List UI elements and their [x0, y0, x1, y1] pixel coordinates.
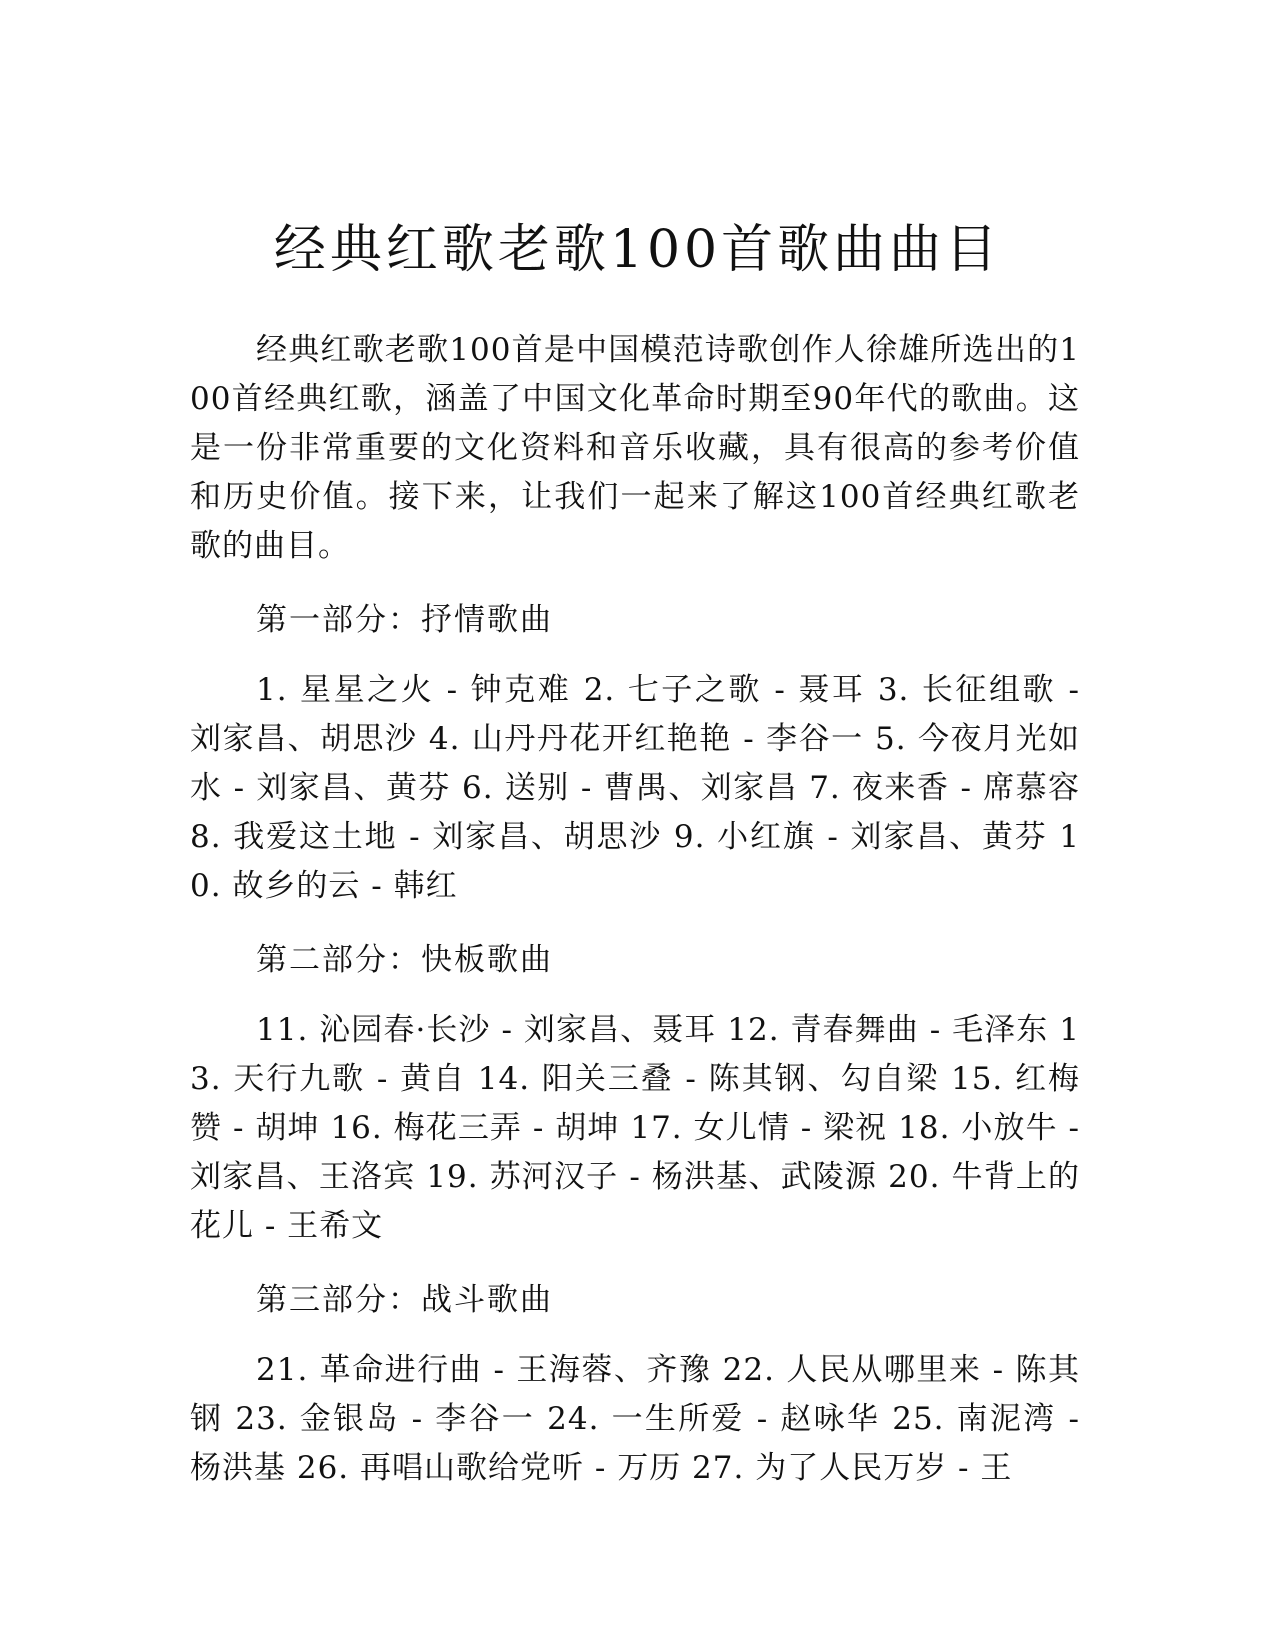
section-heading-lyrical: 第一部分：抒情歌曲	[256, 602, 553, 638]
section-heading-battle: 第三部分：战斗歌曲	[256, 1282, 553, 1318]
song-list-lyrical: 1. 星星之火 - 钟克难 2. 七子之歌 - 聂耳 3. 长征组歌 - 刘家昌、胡思沙 4. 山丹丹花开红艳艳 - 李谷一 5. 今夜月光如水 - 刘家昌、黄芬 6. 送别 - 曹禺、刘家昌 7. 夜来香 - 席慕容 8. 我爱这土地 - 刘家昌、胡思沙 9. 小红旗 - 刘家昌、黄芬 10. 故乡的云 - 韩红	[190, 672, 1080, 904]
section-heading-kuaiban: 第二部分：快板歌曲	[256, 942, 553, 978]
song-list-battle: 21. 革命进行曲 - 王海蓉、齐豫 22. 人民从哪里来 - 陈其钢 23. 金银岛 - 李谷一 24. 一生所爱 - 赵咏华 25. 南泥湾 - 杨洪基 26. 再唱山歌给党听 - 万历 27. 为了人民万岁 - 王	[190, 1352, 1080, 1486]
song-list-kuaiban: 11. 沁园春·长沙 - 刘家昌、聂耳 12. 青春舞曲 - 毛泽东 13. 天行九歌 - 黄自 14. 阳关三叠 - 陈其钢、勾自梁 15. 红梅赞 - 胡坤 16. 梅花三弄 - 胡坤 17. 女儿情 - 梁祝 18. 小放牛 - 刘家昌、王洛宾 19. 苏河汉子 - 杨洪基、武陵源 20. 牛背上的花儿 - 王希文	[190, 1012, 1080, 1244]
intro-paragraph: 经典红歌老歌100首是中国模范诗歌创作人徐雄所选出的100首经典红歌，涵盖了中国文化革命时期至90年代的歌曲。这是一份非常重要的文化资料和音乐收藏，具有很高的参考价值和历史价值。接下来，让我们一起来了解这100首经典红歌老歌的曲目。	[190, 332, 1080, 564]
document-title: 经典红歌老歌100首歌曲曲目	[273, 220, 1002, 280]
